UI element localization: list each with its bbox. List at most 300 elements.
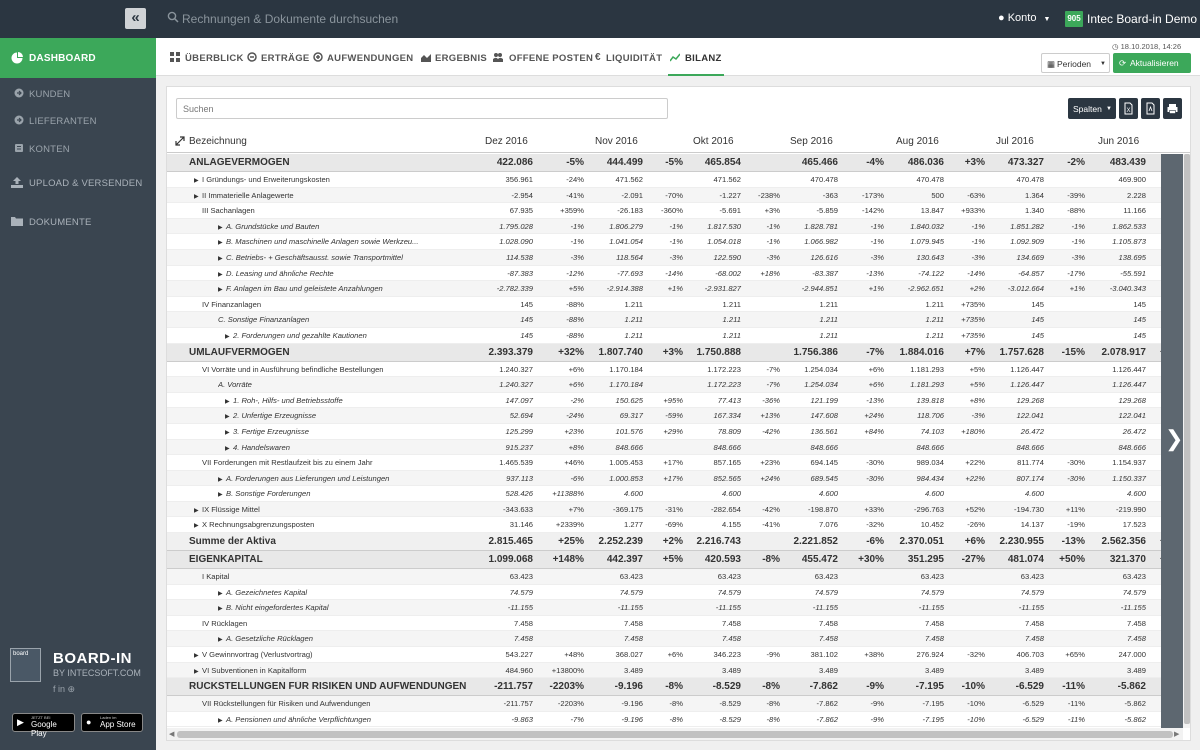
caret-right-icon[interactable]: ▶ xyxy=(225,398,230,405)
svg-text:X: X xyxy=(1126,108,1131,114)
caret-right-icon[interactable]: ▶ xyxy=(218,255,223,262)
table-row[interactable] xyxy=(167,440,1161,456)
cell-change: -142% xyxy=(862,206,884,216)
cell-value: 694.145 xyxy=(810,458,838,468)
cell-change: +48% xyxy=(564,650,584,660)
cell-value: -11.155 xyxy=(918,603,944,613)
refresh-button[interactable]: ⟳ Aktualisieren xyxy=(1113,53,1191,73)
cell-value: -5.691 xyxy=(719,206,741,216)
cell-change: +17% xyxy=(663,458,683,468)
section-row[interactable] xyxy=(167,551,1161,569)
column-header[interactable]: Nov 2016 xyxy=(595,136,638,147)
cell-value: 486.036 xyxy=(907,157,944,168)
cell-change: -88% xyxy=(1067,206,1085,216)
cell-value: 17.523 xyxy=(1122,520,1146,530)
column-header[interactable]: Sep 2016 xyxy=(790,136,833,147)
cell-value: 937.113 xyxy=(506,473,533,483)
column-header[interactable]: Aug 2016 xyxy=(896,136,939,147)
cell-value: 465.854 xyxy=(704,157,741,168)
cell-change: -69% xyxy=(665,520,683,530)
table-row[interactable] xyxy=(167,281,1161,297)
header-bezeichnung[interactable]: Bezeichnung xyxy=(189,136,247,147)
cell-value: -7.195 xyxy=(922,714,944,724)
row-label-text: II Immaterielle Anlagewerte xyxy=(202,190,294,200)
table-row[interactable] xyxy=(167,455,1161,471)
column-header[interactable]: Okt 2016 xyxy=(693,136,734,147)
horizontal-scrollbar[interactable] xyxy=(167,728,1183,741)
cell-value: 118.564 xyxy=(616,252,643,262)
cell-value: 471.562 xyxy=(615,175,643,184)
row-label-text: I Gründungs- und Erweiterungskosten xyxy=(202,175,330,184)
caret-right-icon[interactable]: ▶ xyxy=(225,333,230,340)
cell-value: 471.562 xyxy=(713,175,741,184)
cell-value: 4.155 xyxy=(721,520,741,530)
cell-value: 147.097 xyxy=(505,395,533,405)
row-label-text: A. Gesetzliche Rücklagen xyxy=(226,634,313,644)
refresh-icon: ⟳ xyxy=(1119,58,1127,68)
cell-value: -9.863 xyxy=(511,714,533,724)
cell-value: 346.223 xyxy=(713,650,741,660)
cell-value: 1.750.888 xyxy=(696,346,741,358)
cell-value: -2.091 xyxy=(621,190,643,200)
cell-change: +7% xyxy=(568,504,584,514)
row-label-text: B. Maschinen und maschinelle Anlagen sowie Werkzeu... xyxy=(226,237,419,247)
cell-change: +46% xyxy=(564,458,584,468)
cell-value: 145 xyxy=(1133,330,1146,340)
caret-right-icon[interactable]: ▶ xyxy=(218,590,223,597)
scrollbar-thumb[interactable] xyxy=(177,731,1173,738)
cell-change: +22% xyxy=(965,458,985,468)
cell-value: 484.960 xyxy=(505,665,533,675)
cell-change: -31% xyxy=(665,504,683,514)
table-body xyxy=(167,154,1161,728)
print-button[interactable] xyxy=(1163,98,1182,119)
cell-value: 130.643 xyxy=(916,252,944,262)
caret-right-icon[interactable]: ▶ xyxy=(194,178,199,184)
cell-value: 63.423 xyxy=(509,572,533,582)
row-label xyxy=(218,603,467,612)
cell-value: 1.211 xyxy=(722,315,741,325)
table-row[interactable] xyxy=(167,424,1161,440)
row-label-text: D. Leasing und ähnliche Rechte xyxy=(226,268,334,278)
cell-change: +3% xyxy=(964,157,985,168)
cell-value: -5.862 xyxy=(1117,681,1146,693)
table-row[interactable] xyxy=(167,172,1161,188)
cell-value: 2.216.743 xyxy=(696,536,741,548)
row-label-text: A. Grundstücke und Bauten xyxy=(226,221,320,231)
company-name[interactable]: Intec Board-in Demo xyxy=(1087,12,1198,26)
cell-change: -14% xyxy=(967,268,985,278)
row-label-text: 2. Unfertige Erzeugnisse xyxy=(233,411,317,421)
cell-change: +735% xyxy=(961,315,985,325)
cell-change: -30% xyxy=(866,458,884,468)
row-label xyxy=(225,427,467,436)
table-row[interactable] xyxy=(167,328,1161,344)
table-row[interactable] xyxy=(167,393,1161,409)
cell-value: 31.146 xyxy=(509,520,533,530)
columns-button[interactable]: Spalten ▼ xyxy=(1068,98,1116,119)
sidebar-item-lieferanten[interactable] xyxy=(0,109,156,133)
table-row[interactable] xyxy=(167,234,1161,250)
area-chart-icon xyxy=(421,52,431,62)
cell-value: 1.806.279 xyxy=(609,221,643,231)
collapse-sidebar-button[interactable]: « xyxy=(125,8,146,29)
cell-value: -64.857 xyxy=(1018,268,1044,278)
cell-value: 528.426 xyxy=(505,489,533,499)
caret-right-icon[interactable]: ▶ xyxy=(218,637,223,644)
cell-change: -7% xyxy=(766,380,780,390)
row-label xyxy=(218,315,467,324)
cell-change: -24% xyxy=(566,175,584,184)
cell-value: 1.211 xyxy=(925,330,944,340)
top-bar xyxy=(0,0,1200,38)
cell-change: +18% xyxy=(760,268,780,278)
caret-right-icon[interactable]: ▶ xyxy=(218,492,223,499)
cell-change xyxy=(1137,699,1161,708)
row-label xyxy=(189,157,467,168)
cell-value: 139.818 xyxy=(916,395,944,405)
cell-change xyxy=(1137,284,1161,293)
cell-value: -7.862 xyxy=(816,699,838,709)
cell-change xyxy=(1137,253,1161,262)
tab-bilanz[interactable]: BILANZ xyxy=(668,38,724,76)
cell-change: +23% xyxy=(760,458,780,468)
row-label-text: A. Gezeichnetes Kapital xyxy=(226,587,308,597)
cell-value: 7.458 xyxy=(818,618,838,628)
balance-sheet-panel xyxy=(166,86,1191,741)
cell-change: -88% xyxy=(566,299,584,309)
column-header[interactable]: Jul 2016 xyxy=(996,136,1034,147)
column-header[interactable]: Jun 2016 xyxy=(1098,136,1140,147)
table-row[interactable] xyxy=(167,600,1161,616)
cell-value: 1.172.223 xyxy=(707,380,741,390)
cell-value: 1.000.853 xyxy=(609,473,643,483)
cell-value: -6.529 xyxy=(1015,681,1044,693)
table-row[interactable] xyxy=(167,297,1161,313)
cell-change: -41% xyxy=(762,520,780,530)
cell-change xyxy=(1137,365,1161,374)
sidebar-item-upload[interactable] xyxy=(0,171,156,195)
row-label xyxy=(202,699,467,708)
total-row[interactable] xyxy=(167,533,1161,551)
cell-value: 848.666 xyxy=(1118,442,1146,452)
app-store-badge[interactable]: ● Laden im App Store xyxy=(81,713,143,732)
cell-change xyxy=(1137,191,1161,200)
account-menu[interactable] xyxy=(998,12,1050,24)
cell-change: -2203% xyxy=(557,699,584,709)
cell-change: -10% xyxy=(961,681,985,693)
table-row[interactable] xyxy=(167,362,1161,378)
tab-ertraege[interactable]: ERTRÄGE xyxy=(247,38,307,76)
row-label xyxy=(202,206,467,215)
export-excel-button[interactable] xyxy=(1119,98,1138,119)
global-search-input[interactable] xyxy=(182,8,582,30)
table-row[interactable] xyxy=(167,616,1161,632)
table-row[interactable] xyxy=(167,585,1161,601)
cell-value: -2.914.388 xyxy=(606,284,643,294)
table-row[interactable] xyxy=(167,250,1161,266)
row-label xyxy=(225,331,467,340)
cell-value: 63.423 xyxy=(1020,572,1044,582)
cell-change: +24% xyxy=(864,411,884,421)
cell-value: 1.170.184 xyxy=(609,380,643,390)
cell-value: 848.666 xyxy=(916,442,944,452)
cell-value: 145 xyxy=(520,299,533,309)
cell-change: -17% xyxy=(1067,268,1085,278)
caret-right-icon[interactable]: ▶ xyxy=(225,445,230,452)
cell-value: 2.230.955 xyxy=(999,536,1044,548)
cell-value: 1.254.034 xyxy=(804,380,838,390)
table-row[interactable] xyxy=(167,312,1161,328)
apple-icon: ● xyxy=(86,717,92,727)
row-label xyxy=(218,253,467,262)
excel-file-icon xyxy=(1119,98,1138,119)
cell-value: 7.458 xyxy=(623,634,643,644)
row-label-text: VII Forderungen mit Restlaufzeit bis zu einem Jahr xyxy=(202,458,373,468)
caret-right-icon[interactable]: ▶ xyxy=(194,523,199,530)
google-play-badge[interactable]: ▶ JETZT BEI Google Play xyxy=(12,713,75,732)
cell-value: 122.590 xyxy=(713,252,741,262)
cell-value: -219.990 xyxy=(1116,504,1146,514)
row-label xyxy=(218,284,467,293)
scrollbar-thumb[interactable] xyxy=(1184,154,1190,724)
row-label-text: EIGENKAPITAL xyxy=(189,554,263,566)
cell-change: -7% xyxy=(570,714,584,724)
board-in-logo-box: board xyxy=(10,648,41,682)
user-icon: ● xyxy=(998,12,1005,24)
row-label xyxy=(189,536,467,547)
cell-value: 63.423 xyxy=(920,572,944,582)
cell-change: -15% xyxy=(1061,346,1085,358)
cell-change: -8% xyxy=(665,681,683,693)
cell-change: -1% xyxy=(669,237,683,247)
cell-value: -83.387 xyxy=(812,268,838,278)
table-row[interactable] xyxy=(167,486,1161,502)
cell-value: 811.774 xyxy=(1017,458,1044,468)
table-row[interactable] xyxy=(167,631,1161,647)
cell-value: -3.012.664 xyxy=(1007,284,1044,294)
cell-value: 1.211 xyxy=(819,330,838,340)
table-row[interactable] xyxy=(167,377,1161,393)
cell-value: 4.600 xyxy=(1024,489,1044,499)
row-label-text: III Sachanlagen xyxy=(202,206,255,216)
cell-value: 852.565 xyxy=(713,473,741,483)
cell-change: -1% xyxy=(766,221,780,231)
cell-change: -4% xyxy=(866,157,884,168)
pie-chart-icon xyxy=(11,52,23,64)
logo-title: BOARD-IN xyxy=(53,650,132,667)
sidebar-item-label: UPLOAD & VERSENDEN xyxy=(29,178,143,189)
tab-ergebnis[interactable]: ERGEBNIS xyxy=(421,38,487,76)
cell-value: 1.126.447 xyxy=(1010,364,1044,374)
cell-change: +13% xyxy=(760,411,780,421)
cell-value: 1.817.530 xyxy=(707,221,741,231)
cell-change: -1% xyxy=(669,221,683,231)
cell-change: -8% xyxy=(766,714,780,724)
row-label-text: Summe der Aktiva xyxy=(189,536,276,548)
cell-value: 848.666 xyxy=(1016,442,1044,452)
cell-value: 118.706 xyxy=(917,411,944,421)
table-row[interactable] xyxy=(167,203,1161,219)
cell-change: -1% xyxy=(971,237,985,247)
cell-value: 857.165 xyxy=(713,458,741,468)
row-label xyxy=(202,619,467,628)
cell-change: -88% xyxy=(566,330,584,340)
sidebar-item-label: KUNDEN xyxy=(29,89,71,100)
cell-value: 4.600 xyxy=(721,489,741,499)
export-pdf-button[interactable] xyxy=(1141,98,1160,119)
cell-change: +32% xyxy=(558,346,584,358)
euro-icon: € xyxy=(595,52,601,63)
cell-value: 147.608 xyxy=(810,411,838,421)
caret-right-icon[interactable]: ▶ xyxy=(194,193,199,200)
row-label xyxy=(218,380,467,389)
cell-change: -1% xyxy=(971,221,985,231)
cell-value: 2.370.051 xyxy=(899,536,944,548)
row-label-text: X Rechnungsabgrenzungsposten xyxy=(202,520,315,530)
cell-value: 989.034 xyxy=(916,458,944,468)
cell-value: -3.040.343 xyxy=(1109,284,1146,294)
table-row[interactable] xyxy=(167,517,1161,533)
cell-value: 74.579 xyxy=(717,587,741,597)
caret-right-icon[interactable]: ▶ xyxy=(218,717,223,724)
section-row[interactable] xyxy=(167,678,1161,696)
cell-value: 14.137 xyxy=(1020,520,1044,530)
cell-value: -211.757 xyxy=(503,699,533,709)
caret-right-icon[interactable]: ▶ xyxy=(225,429,230,436)
table-search-input[interactable] xyxy=(176,98,668,119)
cell-value: 1.181.293 xyxy=(910,380,944,390)
caret-right-icon[interactable]: ▶ xyxy=(194,668,199,675)
cell-value: 63.423 xyxy=(1122,572,1146,582)
cell-value: 7.076 xyxy=(818,520,838,530)
cell-change: +11% xyxy=(1065,504,1085,514)
cell-change: +5% xyxy=(568,284,584,294)
caret-right-icon[interactable]: ▶ xyxy=(218,271,223,278)
table-row[interactable] xyxy=(167,663,1161,679)
cell-change: -2203% xyxy=(549,681,584,693)
sidebar-item-kunden[interactable] xyxy=(0,82,156,106)
tab-liquiditaet[interactable]: € LIQUIDITÄT xyxy=(595,52,663,64)
row-label xyxy=(218,222,467,231)
tab-aufwendungen[interactable]: AUFWENDUNGEN xyxy=(313,38,413,76)
cell-change: +29% xyxy=(663,426,683,436)
cell-change: -5% xyxy=(665,157,683,168)
table-row[interactable] xyxy=(167,188,1161,204)
sidebar-item-dokumente[interactable] xyxy=(0,210,156,234)
section-row[interactable] xyxy=(167,154,1161,172)
row-label xyxy=(218,715,467,724)
cell-value: 67.935 xyxy=(509,206,533,216)
cell-value: 101.576 xyxy=(615,426,643,436)
table-row[interactable] xyxy=(167,266,1161,282)
table-row[interactable] xyxy=(167,647,1161,663)
cell-change: -3% xyxy=(971,411,985,421)
social-icons[interactable]: f in ⊕ xyxy=(53,684,76,694)
cell-value: 10.452 xyxy=(920,520,944,530)
cell-change: -8% xyxy=(669,714,683,724)
cell-change: -36% xyxy=(762,395,780,405)
cell-value: 122.041 xyxy=(1016,411,1044,421)
table-row[interactable] xyxy=(167,471,1161,487)
column-header[interactable]: Dez 2016 xyxy=(485,136,528,147)
row-label xyxy=(218,269,467,278)
row-label-text: F. Anlagen im Bau und geleistete Anzahlungen xyxy=(226,284,383,294)
cell-value: -11.155 xyxy=(715,603,741,613)
caret-right-icon[interactable]: ▶ xyxy=(225,414,230,421)
table-row[interactable] xyxy=(167,712,1161,728)
cell-value: 52.694 xyxy=(509,411,533,421)
caret-right-icon[interactable]: ▶ xyxy=(218,240,223,247)
circle-plus-icon xyxy=(313,52,323,62)
table-row[interactable] xyxy=(167,502,1161,518)
tab-ueberblick[interactable]: ÜBERBLICK xyxy=(170,38,252,76)
cell-change: -11% xyxy=(1062,681,1085,693)
caret-right-icon[interactable]: ▶ xyxy=(194,507,199,514)
table-row[interactable] xyxy=(167,219,1161,235)
expand-icon[interactable] xyxy=(175,136,185,146)
line-chart-icon xyxy=(670,52,680,62)
sidebar-item-konten[interactable] xyxy=(0,137,156,161)
caret-down-icon: ▼ xyxy=(1106,106,1112,112)
next-columns-button[interactable] xyxy=(1161,154,1183,728)
cell-value: 470.478 xyxy=(916,175,944,184)
cell-value: 125.299 xyxy=(505,426,533,436)
cell-value: 1.041.054 xyxy=(609,237,643,247)
cell-value: 984.434 xyxy=(916,473,944,483)
vertical-scrollbar[interactable] xyxy=(1183,154,1191,728)
cell-value: -2.782.339 xyxy=(496,284,533,294)
cell-value: -2.944.851 xyxy=(801,284,838,294)
cell-value: 3.489 xyxy=(818,665,838,675)
caret-right-icon[interactable]: ▶ xyxy=(194,653,199,660)
sidebar-item-dashboard[interactable] xyxy=(0,38,156,78)
section-row[interactable] xyxy=(167,344,1161,362)
row-label-text: 3. Fertige Erzeugnisse xyxy=(233,426,309,436)
table-row[interactable] xyxy=(167,569,1161,585)
table-row[interactable] xyxy=(167,696,1161,712)
cell-value: 1.211 xyxy=(722,330,741,340)
row-label-text: IX Flüssige Mittel xyxy=(202,504,260,514)
cell-change: -9% xyxy=(766,650,780,660)
cell-change: +38% xyxy=(864,650,884,660)
cell-value: 145 xyxy=(1133,299,1146,309)
cell-change: -42% xyxy=(762,426,780,436)
cell-change: -24% xyxy=(566,411,584,421)
cell-value: 1.126.447 xyxy=(1112,364,1146,374)
cell-value: -11.155 xyxy=(617,603,643,613)
sidebar xyxy=(0,38,156,750)
caret-right-icon[interactable]: ▶ xyxy=(218,606,223,613)
caret-right-icon[interactable]: ▶ xyxy=(218,224,223,231)
scroll-right-icon[interactable]: ▶ xyxy=(1174,731,1180,738)
row-label xyxy=(189,554,467,565)
cell-change: -3% xyxy=(766,252,780,262)
cell-value: -9.196 xyxy=(614,681,643,693)
caret-right-icon[interactable]: ▶ xyxy=(218,287,223,294)
table-row[interactable] xyxy=(167,408,1161,424)
cell-value: 74.579 xyxy=(509,587,533,597)
cell-change: -3% xyxy=(971,252,985,262)
tab-offene-posten[interactable]: OFFENE POSTEN xyxy=(493,38,588,76)
cell-value: 2.252.239 xyxy=(598,536,643,548)
scroll-left-icon[interactable]: ◀ xyxy=(169,731,175,738)
cell-change xyxy=(1137,554,1161,565)
cell-value: 356.961 xyxy=(505,175,533,184)
cell-change xyxy=(1137,237,1161,246)
perioden-button[interactable]: ▦ Perioden ▼ xyxy=(1041,53,1110,73)
caret-right-icon[interactable]: ▶ xyxy=(218,476,223,483)
